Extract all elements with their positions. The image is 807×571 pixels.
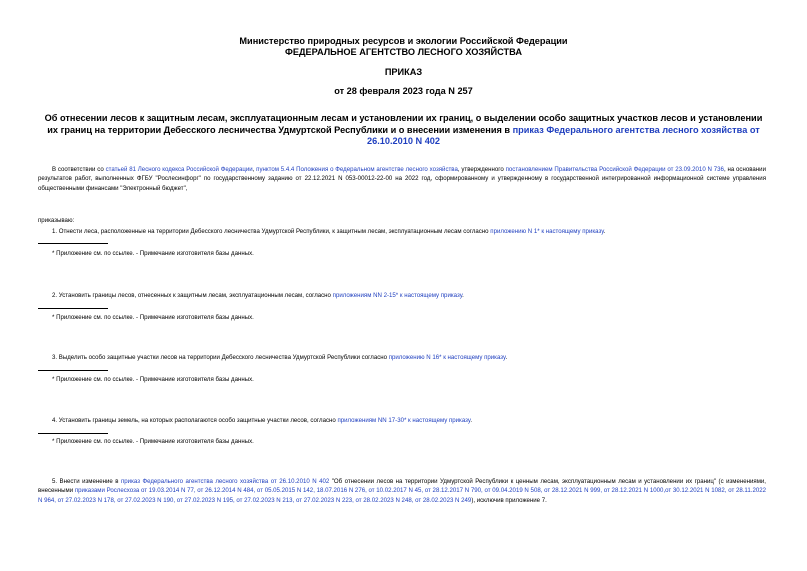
item-1-end: . [603, 228, 606, 235]
document-title [40, 113, 767, 148]
footnote-separator [38, 433, 108, 434]
link-appendix-16[interactable]: приложению N 16* к настоящему приказу [388, 354, 506, 361]
item-3-end: . [505, 354, 508, 361]
title-text: Об отнесении лесов к защитным лесам, эксплуатационным лесам и установлении их границ, о выделении особо защитных участков лесов и установлении их границ на территории Дебесского лесничества Удмуртской Республики и о внесении изменения в [44, 113, 763, 135]
link-appendix-2-15[interactable]: приложениям NN 2-15* к настоящему приказу [332, 292, 463, 299]
item-1 [52, 227, 605, 236]
item-3-text: 3. Выделить особо защитные участки лесов на территории Дебесского лесничества Удмуртской Республики согласно [52, 354, 389, 361]
document-type: ПРИКАЗ [384, 67, 423, 77]
item-4-text: 4. Установить границы земель, на которых располагаются особо защитные участки лесов, согласно [52, 417, 338, 424]
preamble-text-3: , утвержденного [457, 166, 506, 173]
footnote-2: * Приложение см. по ссылке. - Примечание изготовителя базы данных. [52, 314, 254, 321]
item-4-end: . [470, 417, 473, 424]
link-government-decree-736[interactable]: постановлением Правительства Российской Федерации от 23.09.2010 N 736 [505, 166, 724, 173]
link-order-402[interactable]: приказ Федерального агентства лесного хозяйства от 26.10.2010 N 402 [120, 478, 330, 485]
footnote-4: * Приложение см. по ссылке. - Примечание изготовителя базы данных. [52, 438, 254, 445]
item-5 [38, 477, 766, 505]
preamble-text-2: , [252, 166, 257, 173]
document-date-number: от 28 февраля 2023 года N 257 [334, 86, 473, 96]
order-word: приказываю: [38, 217, 75, 224]
footnote-1: * Приложение см. по ссылке. - Примечание изготовителя базы данных. [52, 250, 254, 257]
link-regulation-5-4-4[interactable]: пунктом 5.4.4 Положения о Федеральном агентстве лесного хозяйства [256, 166, 458, 173]
footnote-separator [38, 370, 108, 371]
agency-name: ФЕДЕРАЛЬНОЕ АГЕНТСТВО ЛЕСНОГО ХОЗЯЙСТВА [285, 47, 522, 57]
preamble [38, 165, 766, 193]
preamble-text-1: В соответствии со [52, 166, 106, 173]
item-5-text-1: 5. Внести изменение в [52, 478, 121, 485]
item-4 [52, 416, 472, 425]
item-3 [52, 353, 507, 362]
footnote-separator [38, 308, 108, 309]
link-appendix-17-30[interactable]: приложениям NN 17-30* к настоящему приказу [337, 417, 471, 424]
footnote-separator [38, 243, 108, 244]
link-appendix-1[interactable]: приложению N 1* к настоящему приказу [490, 228, 604, 235]
preamble-text-4: , на основании результатов работ, выполненных ФГБУ "Рослесинфорг" по государственному заданию от 22.12.2021 N 053-00012-22-00 на 2022 год, сформированному и утвержденному в государственной интегрированной информационной системе управления общественными финансами "Электронный бюджет", [38, 166, 766, 192]
item-1-text: 1. Отнести леса, расположенные на территории Дебесского лесничества Удмуртской Республики, к защитным лесам, эксплуатационным лесам согласно [52, 228, 491, 235]
title-link-order-402[interactable]: приказ Федерального агентства лесного хозяйства от 26.10.2010 N 402 [366, 124, 760, 146]
footnote-3: * Приложение см. по ссылке. - Примечание изготовителя базы данных. [52, 376, 254, 383]
item-5-text-2: "Об отнесении лесов на территории Удмуртской Республики к ценным лесам, эксплуатационным лесам и установлении их границ" (с изменениями, внесенными [38, 478, 766, 495]
link-forest-code-art81[interactable]: статьей 81 Лесного кодекса Российской Федерации [105, 166, 253, 173]
item-2 [52, 291, 464, 300]
item-2-text: 2. Установить границы лесов, отнесенных к защитным лесам, эксплуатационным лесам, согласно [52, 292, 333, 299]
item-5-text-3: ), исключив приложение 7. [471, 496, 547, 504]
link-amending-orders[interactable]: приказами Рослесхоза от 19.03.2014 N 77, от 26.12.2014 N 484, от 05.05.2015 N 142, 18.07.2016 N 276, от 10.02.2017 N 45, от 28.12.2017 N 790, от 09.04.2019 N 508, от 28.12.2021 N 999, от 28.12.2021 N 1000,от 30.12.2021 N 1082, от 28.11.2022 N 964, от 27.02.2023 N 178, от 27.02.2023 N 190, от 27.02.2023 N 195, от 27.02.2023 N 213, от 27.02.2023 N 223, от 28.02.2023 N 248, от 28.02.2023 N 249 [38, 487, 767, 504]
item-2-end: . [462, 292, 464, 299]
ministry-name: Министерство природных ресурсов и экологии Российской Федерации [239, 36, 568, 46]
